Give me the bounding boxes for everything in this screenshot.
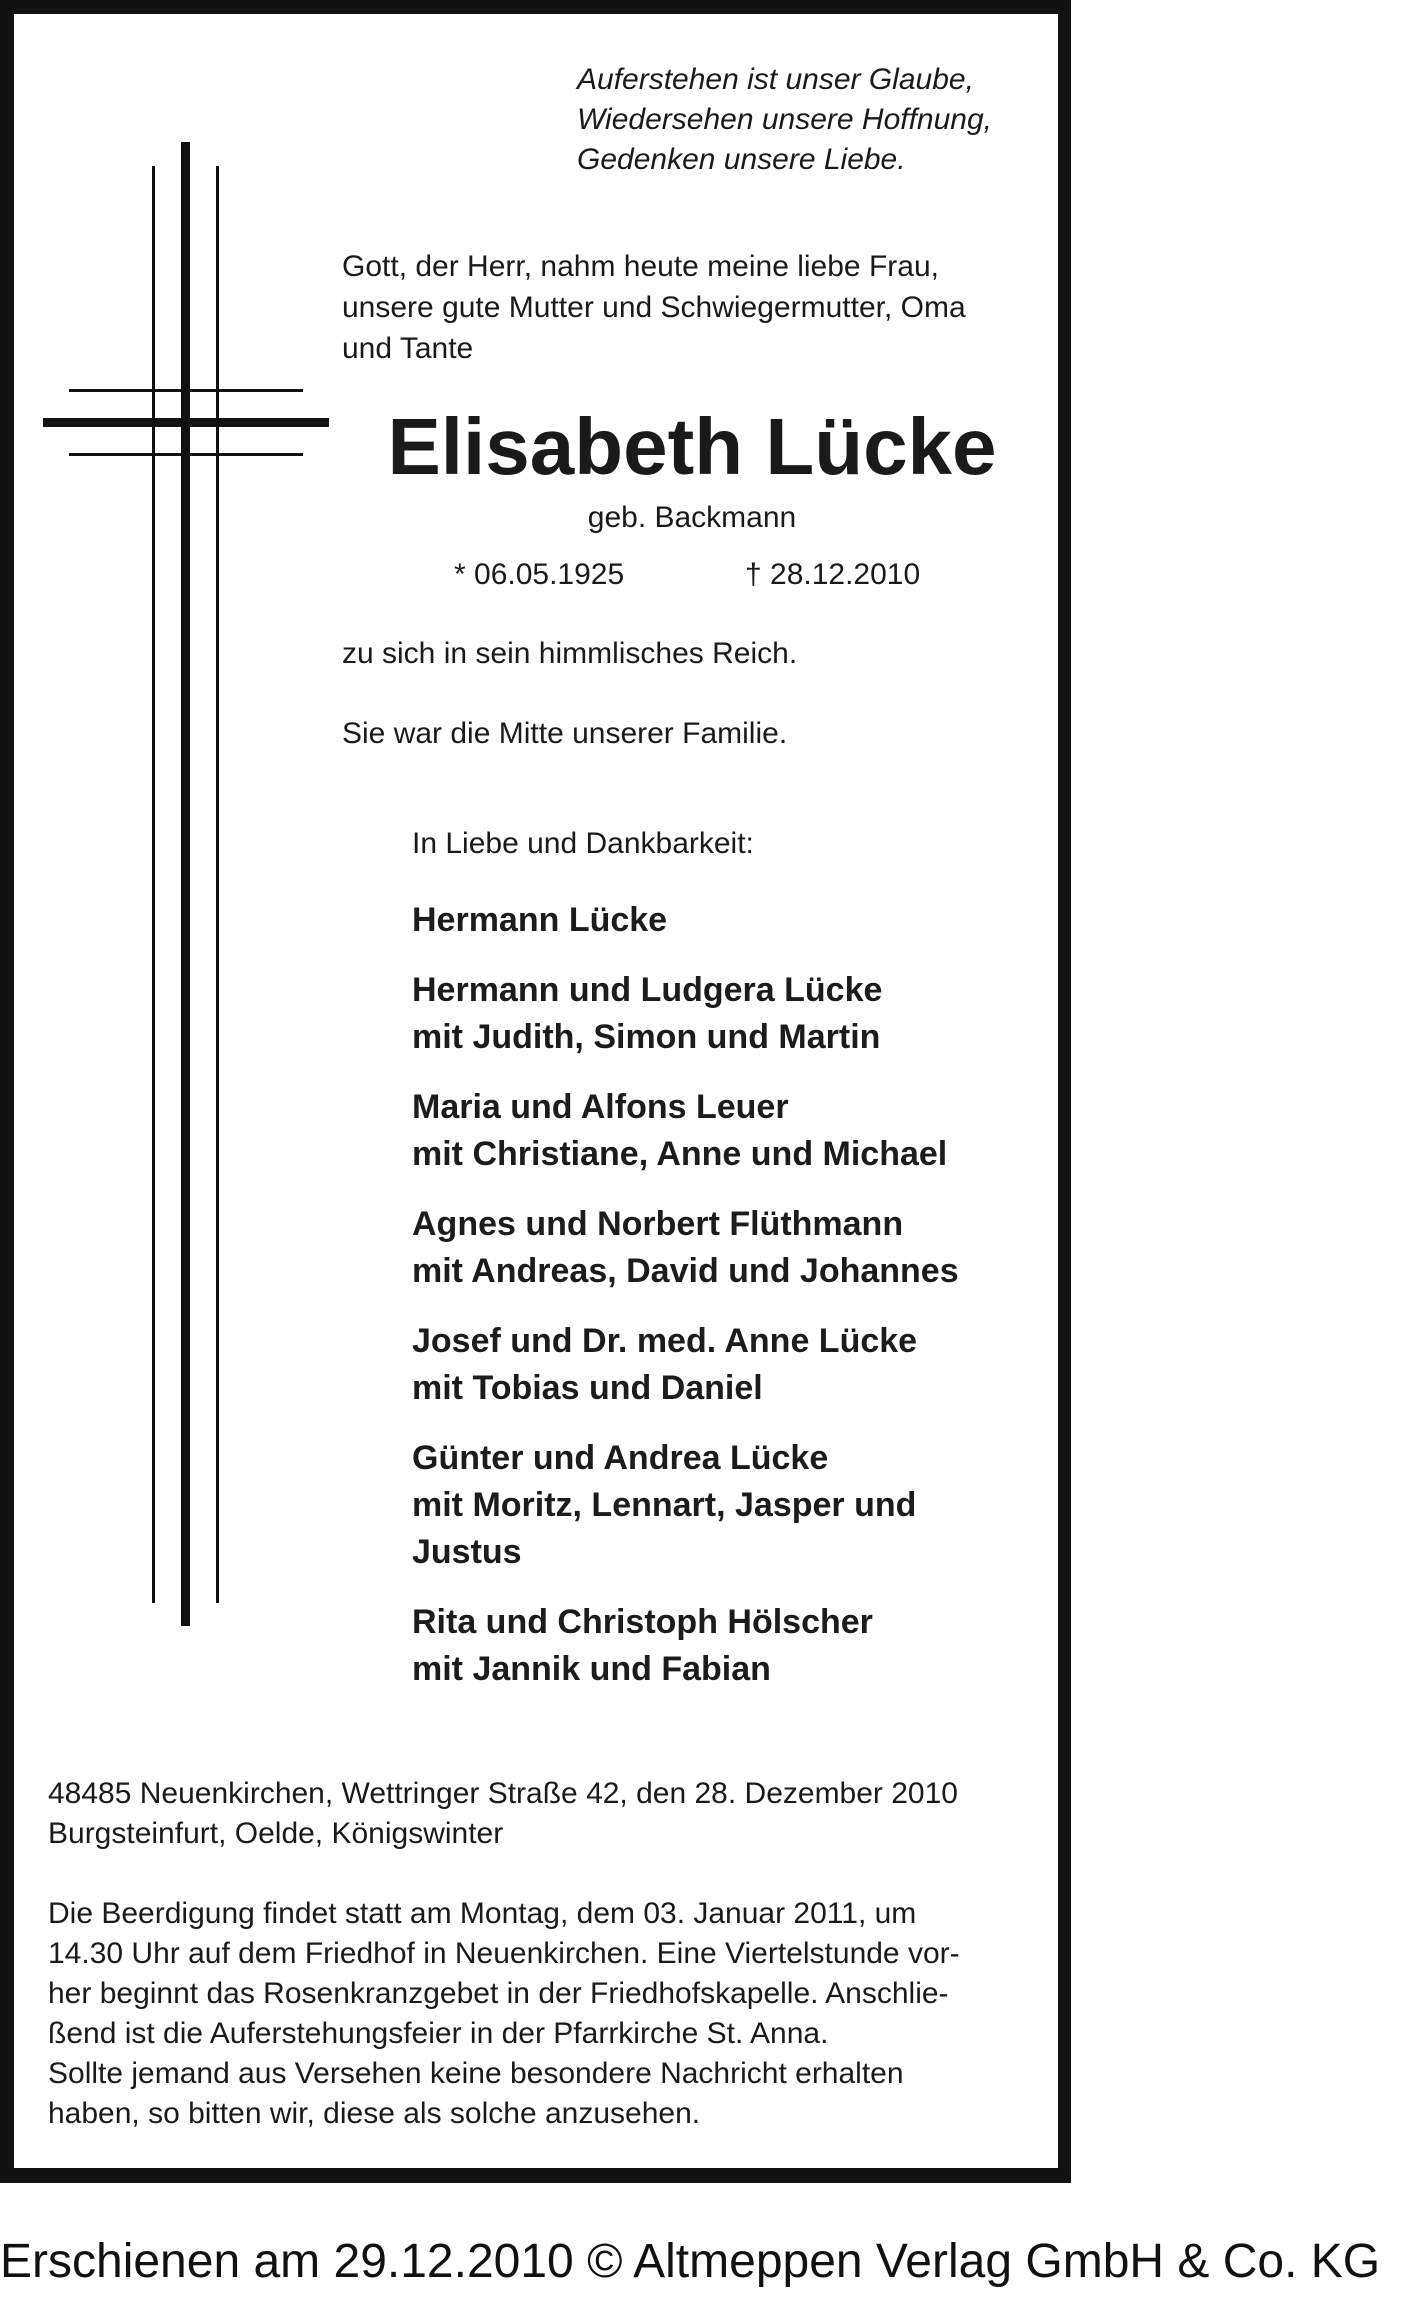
mourner-line: Rita und Christoph Hölscher	[412, 1603, 873, 1641]
mourner-line: mit Christiane, Anne und Michael	[412, 1135, 948, 1173]
note-line: Sollte jemand aus Versehen keine besondere Nachricht erhalten	[48, 2057, 904, 2090]
intro-text	[342, 246, 1052, 369]
mourner-line: mit Tobias und Daniel	[412, 1369, 763, 1407]
mourner-line: mit Jannik und Fabian	[412, 1650, 771, 1688]
maiden-name: geb. Backmann	[587, 501, 797, 534]
obituary-card	[14, 14, 1058, 2168]
mourner-line: mit Andreas, David und Johannes	[412, 1252, 959, 1290]
notification-note	[48, 2054, 1048, 2134]
mourner-group	[412, 1084, 1052, 1178]
mourner-group	[412, 1435, 1052, 1576]
motto	[577, 60, 1047, 180]
mourner-line: Maria und Alfons Leuer	[412, 1088, 789, 1126]
cross-beam-bottom	[69, 453, 303, 456]
heaven-text: zu sich in sein himmlisches Reich.	[342, 637, 798, 670]
birth-date: * 06.05.1925	[454, 558, 625, 591]
funeral-line: ßend ist die Auferstehungsfeier in der Pfarrkirche St. Anna.	[48, 2017, 829, 2050]
mourner-group	[412, 967, 1052, 1061]
mourner-line: Justus	[412, 1533, 522, 1571]
cross-left-bar	[152, 166, 155, 1603]
note-line: haben, so bitten wir, diese als solche anzusehen.	[48, 2097, 701, 2130]
mourner-group	[412, 1318, 1052, 1412]
address-line: 48485 Neuenkirchen, Wettringer Straße 42, den 28. Dezember 2010	[48, 1777, 958, 1810]
funeral-line: Die Beerdigung findet statt am Montag, dem 03. Januar 2011, um	[48, 1897, 917, 1930]
publication-copyright: Erschienen am 29.12.2010 © Altmeppen Verlag GmbH & Co. KG	[0, 2235, 1381, 2288]
motto-line: Auferstehen ist unser Glaube,	[577, 63, 974, 96]
deceased-name: Elisabeth Lücke	[387, 402, 997, 491]
motto-line: Gedenken unsere Liebe.	[577, 143, 906, 176]
mourner-line: Hermann und Ludgera Lücke	[412, 971, 883, 1009]
mourner-line: Hermann Lücke	[412, 901, 668, 939]
mourner-group	[412, 897, 1052, 944]
family-center-text: Sie war die Mitte unserer Familie.	[342, 717, 788, 750]
mourner-line: Agnes und Norbert Flüthmann	[412, 1205, 904, 1243]
death-date: † 28.12.2010	[745, 558, 921, 591]
intro-line: und Tante	[342, 332, 474, 365]
funeral-line: 14.30 Uhr auf dem Friedhof in Neuenkirchen. Eine Viertelstunde vor-	[48, 1937, 960, 1970]
cross-right-bar	[216, 166, 219, 1603]
cross-beam-mid	[155, 418, 216, 427]
intro-line: unsere gute Mutter und Schwiegermutter, Oma	[342, 291, 966, 324]
mourner-line: mit Judith, Simon und Martin	[412, 1018, 881, 1056]
funeral-info	[48, 1894, 1048, 2054]
mourner-line: mit Moritz, Lennart, Jasper und	[412, 1486, 917, 1524]
mourner-group	[412, 1201, 1052, 1295]
cross-center-bar	[181, 142, 190, 1626]
motto-line: Wiedersehen unsere Hoffnung,	[577, 103, 992, 136]
mourner-line: Günter und Andrea Lücke	[412, 1439, 829, 1477]
address-line: Burgsteinfurt, Oelde, Königswinter	[48, 1817, 504, 1850]
mourner-group	[412, 1599, 1052, 1693]
thanks-text: In Liebe und Dankbarkeit:	[412, 827, 754, 860]
mourner-line: Josef und Dr. med. Anne Lücke	[412, 1322, 918, 1360]
funeral-line: her beginnt das Rosenkranzgebet in der Friedhofskapelle. Anschlie-	[48, 1977, 949, 2010]
address-block	[48, 1774, 1048, 1854]
mourners-list	[412, 897, 1052, 1716]
intro-line: Gott, der Herr, nahm heute meine liebe Frau,	[342, 250, 939, 283]
